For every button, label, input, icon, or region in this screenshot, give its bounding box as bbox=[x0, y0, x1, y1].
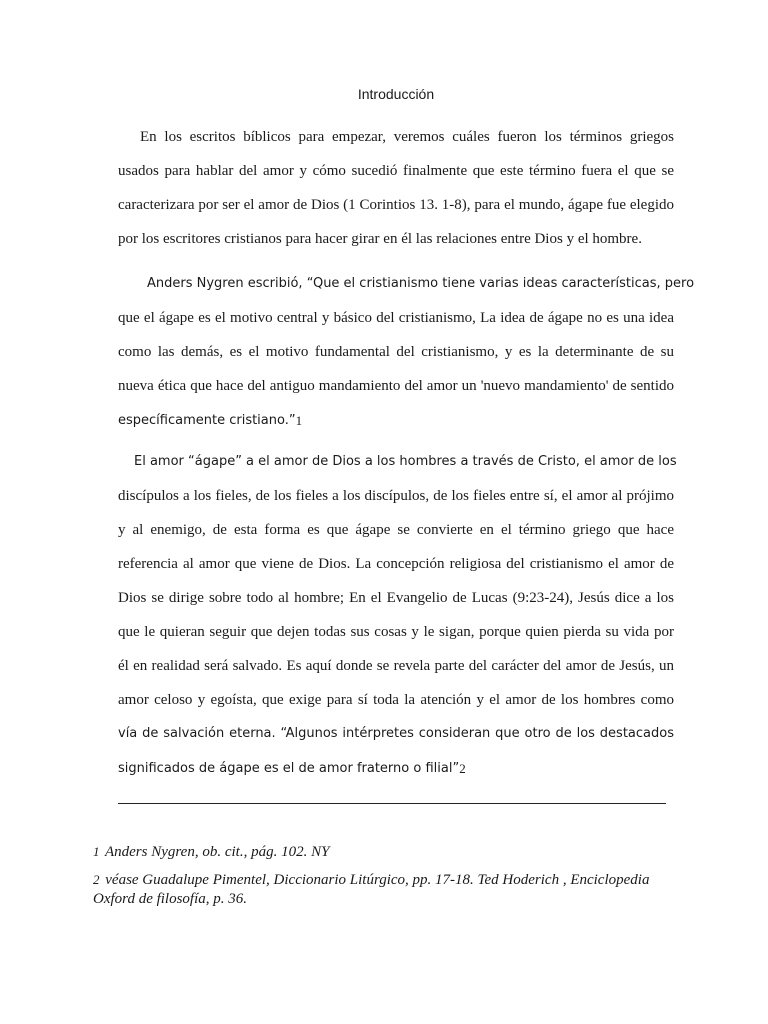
paragraph-1-line-3: caracterizara por ser el amor de Dios (1 Corintios 13. 1-8), para el mundo, ágape fue elegido bbox=[118, 197, 674, 213]
paragraph-2-line-4: nueva ética que hace del antiguo mandamiento del amor un 'nuevo mandamiento' de sentido bbox=[118, 378, 674, 394]
footnote-2-text: véase Guadalupe Pimentel, Diccionario Litúrgico, pp. 17-18. Ted Hoderich , Enciclopedia Oxford de filosofía, p. 36. bbox=[93, 872, 650, 907]
footnote-separator bbox=[118, 803, 666, 804]
paragraph-3-line-10-text: significados de ágape es el de amor fraterno o filial” bbox=[118, 761, 460, 776]
footnote-ref-2: 2 bbox=[459, 761, 466, 776]
paragraph-3-line-9-part-b: “Algunos intérpretes consideran que otro de los destacados bbox=[280, 726, 674, 741]
paragraph-2-line-2: que el ágape es el motivo central y básico del cristianismo, La idea de ágape no es una idea bbox=[118, 310, 674, 326]
paragraph-1-line-2: usados para hablar del amor y cómo sucedió finalmente que este término fuera el que se bbox=[118, 163, 674, 179]
paragraph-2-line-1: Anders Nygren escribió, “Que el cristianismo tiene varias ideas características, pero bbox=[147, 276, 695, 291]
paragraph-3 bbox=[118, 452, 677, 792]
footnote-1 bbox=[93, 842, 693, 862]
paragraph-3-line-9 bbox=[118, 724, 674, 758]
paragraph-2-line-5 bbox=[118, 410, 674, 444]
paragraph-3-line-4: referencia al amor que viene de Dios. La concepción religiosa del cristianismo el amor de bbox=[118, 556, 674, 572]
footnote-2-number: 2 bbox=[93, 872, 100, 887]
paragraph-3-line-6: que le quieran seguir que dejen todas sus cosas y le sigan, porque quien pierda su vida por bbox=[118, 624, 674, 640]
paragraph-1-line-4: por los escritores cristianos para hacer girar en él las relaciones entre Dios y el hombre. bbox=[118, 231, 642, 247]
paragraph-3-line-5: Dios se dirige sobre todo al hombre; En el Evangelio de Lucas (9:23-24), Jesús dice a los bbox=[118, 590, 674, 606]
footnote-2 bbox=[93, 870, 693, 909]
paragraph-1 bbox=[118, 127, 674, 263]
paragraph-2 bbox=[118, 274, 695, 444]
paragraph-3-line-1: El amor “ágape” a el amor de Dios a los hombres a través de Cristo, el amor de los bbox=[134, 454, 677, 469]
footnote-1-number: 1 bbox=[93, 844, 100, 859]
paragraph-3-line-7: él en realidad será salvado. Es aquí donde se revela parte del carácter del amor de Jesús, un bbox=[118, 658, 674, 674]
paragraph-1-line-1: En los escritos bíblicos para empezar, veremos cuáles fueron los términos griegos bbox=[140, 129, 674, 145]
footnote-1-text: Anders Nygren, ob. cit., pág. 102. NY bbox=[104, 844, 330, 860]
paragraph-3-line-2: discípulos a los fieles, de los fieles a los discípulos, de los fieles entre sí, el amor al prójimo bbox=[118, 488, 674, 504]
footnote-ref-1: 1 bbox=[295, 413, 303, 428]
paragraph-3-line-10 bbox=[118, 758, 674, 792]
page-title: Introducción bbox=[357, 86, 435, 102]
paragraph-3-line-3: y al enemigo, de esta forma es que ágape se convierte en el término griego que hace bbox=[118, 522, 674, 538]
paragraph-3-line-8: amor celoso y egoísta, que exige para sí toda la atención y el amor de los hombres como bbox=[118, 692, 674, 708]
paragraph-2-line-3: como las demás, es el motivo fundamental del cristianismo, y es la determinante de su bbox=[118, 344, 674, 360]
paragraph-2-line-5-text: específicamente cristiano.” bbox=[118, 413, 296, 428]
paragraph-3-line-9-part-a: vía de salvación eterna. bbox=[118, 726, 276, 741]
